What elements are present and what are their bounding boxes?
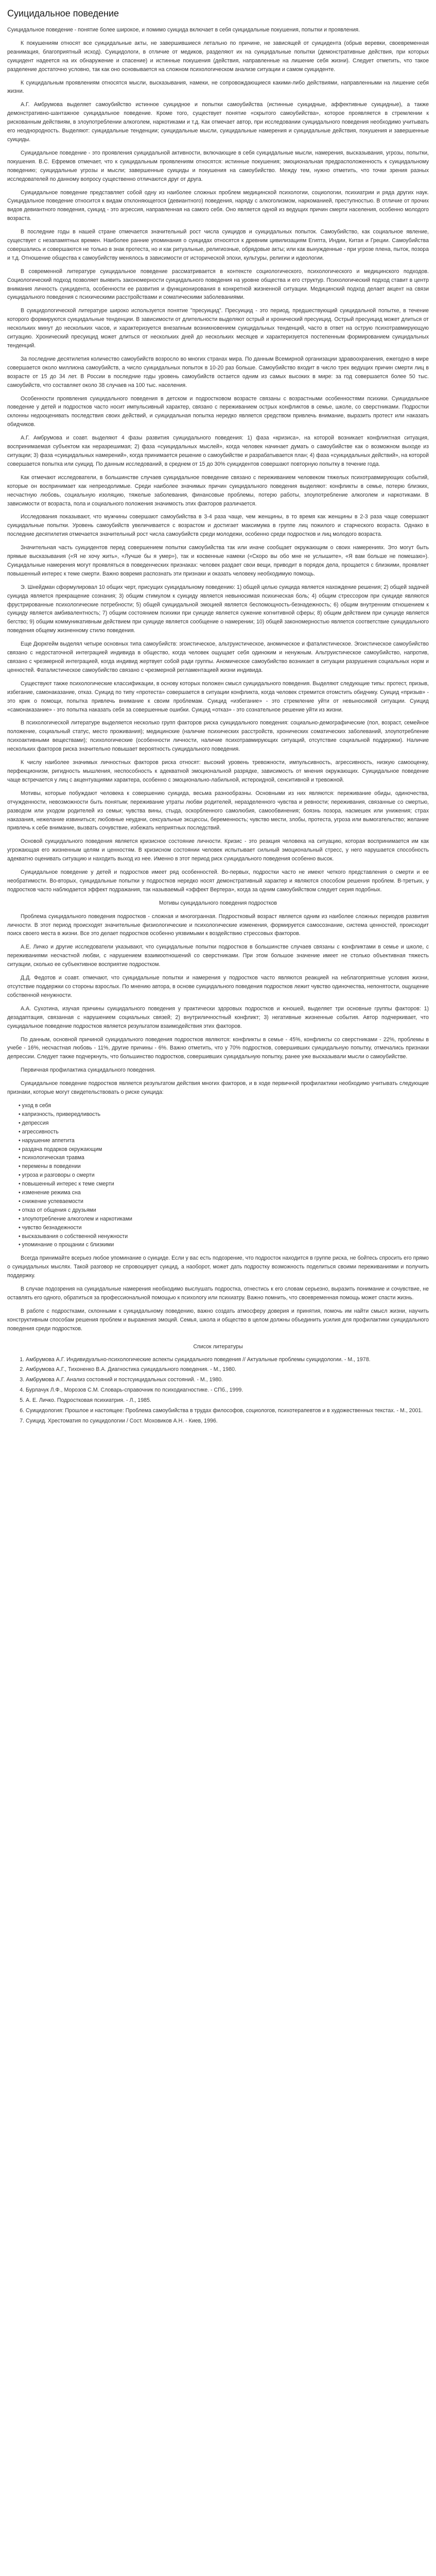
article-paragraph: Д.Д. Федотов и соавт. отмечают, что суицидальные попытки и намерения у подростков часто являются реакцией на неблагоприятные условия жизни, отсутствие поддержки со стороны взрослых. По мнению автора, в основе суицидального поведения подростков лежит чувство одиночества, непонятости, ощущение собственной ненужности. (7, 975, 429, 998)
references-title: Список литературы (193, 1343, 243, 1350)
article-paragraph: К числу наиболее значимых личностных факторов риска относят: высокий уровень тревожности, импульсивность, агрессивность, низкую самооценку, перфекционизм, ригидность мышления, неспособность к адекватной эмоциональной разрядке, зависимость от мнения окружающих. Суицидальное поведение чаще встречается у лиц с акцентуациями характера, особенно с эмоционально-лабильной, истероидной, сенситивной и тревожной. (7, 759, 429, 783)
article-paragraph: Исследования показывают, что мужчины совершают самоубийства в 3-4 раза чаще, чем женщины, в то время как женщины в 2-3 раза чаще совершают суицидальные попытки. Уровень самоубийств увеличивается с возрастом и достигает максимума в группе лиц пожилого и старческого возраста. Однако в последние десятилетия отмечается значительный рост числа самоубийств среди молодежи, особенно среди подростков и лиц молодого возраста. (7, 514, 429, 538)
article-paragraph: Суицидальное поведение представляет собой одну из наиболее сложных проблем медицинской психологии, социологии, психиатрии и ряда других наук. Суицидальное поведение относится к видам отклоняющегося (девиантного) поведения, наряду с алкоголизмом, наркоманией, преступностью. В отличие от прочих видов девиантного поведения, суицид - это агрессия, направленная на самого себя. Оно является одной из ведущих причин смерти населения, особенно молодого возраста. (7, 189, 429, 222)
article-paragraph: Всегда принимайте всерьез любое упоминание о суициде. Если у вас есть подозрение, что подросток находится в группе риска, не бойтесь спросить его прямо о суицидальных мыслях. Такой разговор не спровоцирует суицид, а наоборот, может дать подростку возможность поделиться своими переживаниями и получить поддержку. (7, 1255, 429, 1279)
article-paragraph: По данным, основной причиной суицидального поведения подростков являются: конфликты в семье - 45%, конфликты со сверстниками - 22%, проблемы в учебе - 16%, несчастная любовь - 11%, другие причины - 6%. Важно отметить, что у 70% подростков, совершивших суицидальную попытку, отмечались признаки депрессии. Следует также подчеркнуть, что большинство подростков, совершивших суицидальную попытку, ранее уже высказывали мысли о самоубийстве. (7, 1036, 429, 1060)
article-paragraph: Суицидальное поведение - это проявления суицидальной активности, включающие в себя суицидальные мысли, намерения, высказывания, угрозы, попытки, покушения. В.С. Ефремов отмечает, что к суицидальным проявлениям относятся: истинные покушения; эмоциональная предрасположенность к суицидальному поведению; суицидальные угрозы и мысли; завершенные суициды и покушения на самоубийство. Между тем, нужно отметить, что точки зрения разных исследователей по данному вопросу существенно отличаются друг от друга. (7, 149, 429, 182)
list-item: • раздача подарков окружающим (19, 1145, 429, 1154)
article-paragraph: В случае подозрения на суицидальные намерения необходимо выслушать подростка, отнестись к его словам серьезно, выразить понимание и сочувствие, не оставлять его одного, обратиться за профессиональной помощью к психологу или психиатру. Важно помнить, что своевременная помощь может спасти жизнь. (7, 1286, 429, 1301)
article-paragraph: К суицидальным проявлениям относятся мысли, высказывания, намеки, не сопровождающиеся какими-либо действиями, направленными на лишение себя жизни. (7, 79, 429, 95)
article-paragraph: Суицидальное поведение - понятие более широкое, и помимо суицида включает в себя суицидальные покушения, попытки и проявления. (7, 27, 360, 33)
article-paragraph: Мотивы суицидального поведения подростков (159, 900, 277, 906)
list-item: • отказ от общения с друзьями (19, 1206, 429, 1215)
list-item: • снижение успеваемости (19, 1197, 429, 1206)
reference-item: 3. Амбрумова А.Г. Анализ состояний и постсуицидальных состояний. - М., 1980. (26, 1376, 429, 1384)
article-paragraph: Мотивы, которые побуждают человека к совершению суицида, весьма разнообразны. Основными из них являются: переживание обиды, одиночества, отчужденности, невозможности быть понятым; переживание утраты любви родителей, неразделенного чувства и ревности; переживания, связанные со смертью, разводом или уходом родителей из семьи; чувства вины, стыда, оскорбленного самолюбия, самообвинения; боязнь позора, насмешек или унижения; страх наказания, нежелание извиниться; любовные неудачи, сексуальные эксцессы, беременность; чувство мести, злобы, протеста, угроза или вымогательство; желание привлечь к себе внимание, вызвать сочувствие, избежать неприятных последствий. (7, 790, 429, 832)
list-item: • упоминание о прощании с близкими (19, 1241, 429, 1249)
article-paragraph: В суицидологической литературе широко используется понятие "пресуицид". Пресуицид - это период, предшествующий суицидальной попытке, в течение которого формируются суицидальные тенденции. В зависимости от длительности выделяют острый и хронический пресуицид. Острый пресуицид может длиться от нескольких минут до нескольких часов, и характеризуется внезапным возникновением суицидальных тенденций, часто в ответ на острую психотравмирующую ситуацию. Хронический пресуицид может длиться от нескольких дней до нескольких месяцев и характеризуется постепенным формированием суицидальных тенденций. (7, 308, 429, 349)
article-paragraph: Проблема суицидального поведения подростков - сложная и многогранная. Подростковый возраст является одним из наиболее сложных периодов развития личности. В этот период происходят значительные физиологические и психологические изменения, формируется самосознание, система ценностей, происходит поиск своего места в жизни. Все это делает подростков особенно уязвимыми к воздействию стрессовых факторов. (7, 913, 429, 937)
reference-item: 5. А. Е. Личко. Подростковая психиатрия. - Л., 1985. (26, 1396, 429, 1405)
list-item: • психологическая травма (19, 1154, 429, 1162)
references-section (7, 1343, 429, 1426)
reference-item: 7. Суицид. Хрестоматия по суицидологии / Сост. Моховиков А.Н. - Киев, 1996. (26, 1417, 429, 1426)
article-paragraph: За последние десятилетия количество самоубийств возросло во многих странах мира. По данным Всемирной организации здравоохранения, ежегодно в мире совершается около миллиона самоубийств, а число суицидальных попыток в 10-20 раз больше. Самоубийство входит в число трех ведущих причин смерти лиц в возрасте от 15 до 34 лет. В России в последние годы уровень самоубийств остается одним из самых высоких в мире: за год совершается более 50 тыс. самоубийств, что составляет около 38 случаев на 100 тыс. населения. (7, 355, 429, 388)
risk-signs-list (7, 1101, 429, 1249)
list-item: • высказывания о собственной ненужности (19, 1232, 429, 1241)
list-item: • нарушение аппетита (19, 1137, 429, 1145)
article-paragraph: А.Г. Амбрумова выделяет самоубийство истинное суицидное и попытки самоубийства (истинные суицидные, аффективные суицидные), а также демонстративно-шантажное суицидальное поведение. Кроме того, существует понятие «скрытого самоубийства», которое проявляется в стремлении к рискованным действиям, в злоупотреблении алкоголем, наркотиками и т.д. Как отмечает автор, при исследовании суицидального поведения необходимо учитывать его неоднородность. Выделяют: суицидальные тенденции; суицидальные мысли, суицидальные намерения и суицидальные действия, покушения и завершенные суициды. (7, 101, 429, 143)
list-item: • угроза и разговоры о смерти (19, 1171, 429, 1180)
list-item: • злоупотребление алкоголем и наркотиками (19, 1215, 429, 1224)
article-body (7, 26, 429, 1333)
article-paragraph: В последние годы в нашей стране отмечается значительный рост числа суицидов и суицидальных попыток. Самоубийство, как социальное явление, существует с незапамятных времен. Наиболее ранние упоминания о суицидах относятся к древним цивилизациям Египта, Индии, Китая и Греции. Самоубийства совершались и совершаются не только в знак протеста, но и как ритуальные, религиозные, обрядовые акты; или как вынужденные - при угрозе плена, пыток, позора и т.д. Отношение общества к самоубийству менялось в зависимости от исторической эпохи, культуры, религии и идеологии. (7, 229, 429, 261)
reference-item: 6. Суицидология: Прошлое и настоящее: Проблема самоубийства в трудах философов, социологов, психотерапевтов и в художественных текстах. - М., 2001. (26, 1406, 429, 1415)
list-item: • повышенный интерес к теме смерти (19, 1180, 429, 1189)
reference-item: 4. Бурлачук Л.Ф., Морозов С.М. Словарь-справочник по психодиагностике. - СПб., 1999. (26, 1386, 429, 1395)
reference-item: 2. Амбрумова А.Г., Тихоненко В.А. Диагностика суицидального поведения. - М., 1980. (26, 1365, 429, 1374)
list-item: • агрессивность (19, 1128, 429, 1137)
references-list (7, 1355, 429, 1426)
list-item: • депрессия (19, 1119, 429, 1128)
reference-item: 1. Амбрумова А.Г. Индивидуально-психологические аспекты суицидального поведения // Актуальные проблемы суицидологии. - М., 1978. (26, 1355, 429, 1364)
article-paragraph: Суицидальное поведение подростков является результатом действия многих факторов, и в ходе первичной профилактики необходимо учитывать следующие признаки, которые могут свидетельствовать о риске суицида: (7, 1080, 429, 1096)
article-paragraph: В работе с подростками, склонными к суицидальному поведению, важно создать атмосферу доверия и принятия, помочь им найти смысл жизни, научить конструктивным способам решения проблем и выражения эмоций. Семья, школа и общество в целом должны объединить усилия для профилактики суицидального поведения среди подростков. (7, 1308, 429, 1332)
list-item: • изменение режима сна (19, 1189, 429, 1197)
article-paragraph: А.А. Сухотина, изучая причины суицидального поведения у практически здоровых подростков и юношей, выделяет три основные группы факторов: 1) дезадаптация, связанная с нарушением социальных связей; 2) внутриличностный конфликт; 3) негативные жизненные события. Автор подчеркивает, что суицидальное поведение подростков является результатом взаимодействия этих факторов. (7, 1005, 429, 1029)
list-item: • уход в себя (19, 1101, 429, 1110)
article-paragraph: А.Г. Амбрумова и соавт. выделяют 4 фазы развития суицидального поведения: 1) фаза «кризиса», на которой возникает конфликтная ситуация, воспринимаемая субъектом как неразрешимая; 2) фаза «суицидальных мыслей», когда человек начинает думать о самоубийстве как о возможном выходе из ситуации; 3) фаза «суицидальных намерений», когда принимается решение о самоубийстве и разрабатывается план; 4) фаза «суицидальных действий», на которой совершается попытка или суицид. По данным исследований, в среднем от 15 до 30% суицидентов совершают повторную попытку в течение года. (7, 435, 429, 467)
article-paragraph: В психологической литературе выделяется несколько групп факторов риска суицидального поведения: социально-демографические (пол, возраст, семейное положение, социальный статус, место проживания); медицинские (наличие психических расстройств, хронических соматических заболеваний, злоупотребление психоактивными веществами); психологические (особенности личности, наличие психотравмирующих ситуаций, отсутствие социальной поддержки). Наличие нескольких факторов риска значительно повышает вероятность суицидального поведения. (7, 720, 429, 753)
article-paragraph: К покушениям относят все суицидальные акты, не завершившиеся летально по причине, не зависящей от суицидента (обрыв веревки, своевременная реанимация, благоприятный исход). Суицидологи, в отличие от медиков, разделяют их на суицидальные попытки (демонстративные действия, при которых суицидент надеется на их обнаружение и спасение) и истинные покушения (действия, направленные на лишение себя жизни). Следует отметить, что такое разделение достаточно условно, так как оно основывается на сложном психологическом анализе ситуации и самом суициденте. (7, 40, 429, 73)
article-paragraph: Суицидальное поведение у детей и подростков имеет ряд особенностей. Во-первых, подростки часто не имеют четкого представления о смерти и ее необратимости. Во-вторых, суицидальные попытки у подростков нередко носят демонстративный характер и являются способом решения проблем. В-третьих, у подростков часто наблюдается эффект подражания, так называемый «эффект Вертера», когда за одним самоубийством следует серия подобных. (7, 869, 429, 893)
article-paragraph: Основой суицидального поведения является кризисное состояние личности. Кризис - это реакция человека на ситуацию, которая воспринимается им как угрожающая его жизненным целям и ценностям. В кризисном состоянии человек испытывает сильный эмоциональный стресс, у него нарушается способность адекватно оценивать ситуацию и находить выход из нее. Именно в этот период риск суицидального поведения особенно высок. (7, 838, 429, 862)
article-paragraph: Существуют также психологические классификации, в основу которых положен смысл суицидального поведения. Выделяют следующие типы: протест, призыв, избегание, самонаказание, отказ. Суицид по типу «протеста» совершается в ситуации конфликта, когда человек стремится отомстить обидчику. Суицид «призыв» - это крик о помощи, попытка привлечь внимание к своим проблемам. Суицид «избегание» - это стремление уйти от невыносимой ситуации. Суицид «самонаказание» - это попытка наказать себя за совершенные ошибки. Суицид «отказ» - это сознательное решение уйти из жизни. (7, 680, 429, 713)
article-paragraph: Еще Дюркгейм выделял четыре основных типа самоубийств: эгоистическое, альтруистическое, аномическое и фаталистическое. Эгоистическое самоубийство связано с недостаточной интеграцией индивида в общество, когда человек ощущает себя одиноким и ненужным. Альтруистическое самоубийство, напротив, связано с чрезмерной интеграцией, когда индивид жертвует собой ради группы. Аномическое самоубийство возникает в ситуации разрушения социальных норм и ценностей. Фаталистическое самоубийство связано с чрезмерной регламентацией жизни индивида. (7, 641, 429, 673)
article-title: Суицидальное поведение (7, 8, 119, 19)
article-paragraph: Э. Шнейдман сформулировал 10 общих черт, присущих суицидальному поведению: 1) общей целью суицида является нахождение решения; 2) общей задачей суицида является прекращение сознания; 3) общим стимулом к суициду является невыносимая психическая боль; 4) общим стрессором при суициде являются фрустрированные психологические потребности; 5) общей суицидальной эмоцией является беспомощность-безнадежность; 6) общим внутренним отношением к суициду является амбивалентность; 7) общим состоянием психики при суициде является сужение когнитивной сферы; 8) общим действием при суициде является бегство; 9) общим коммуникативным действием при суициде является сообщение о намерении; 10) общей закономерностью является соответствие суицидального поведения общему жизненному стилю поведения. (7, 584, 429, 634)
article-paragraph: Значительная часть суицидентов перед совершением попытки самоубийства так или иначе сообщает окружающим о своих намерениях. Это могут быть прямые высказывания («Я не хочу жить», «Лучше бы я умер»), так и косвенные намеки («Скоро вы обо мне не услышите», «Я вам больше не помешаю»). Суицидальные намерения могут проявляться в поведенческих признаках: человек раздает свои вещи, приводит в порядок дела, прощается с близкими, проявляет повышенный интерес к теме смерти. Важно вовремя распознать эти признаки и оказать человеку необходимую помощь. (7, 545, 429, 577)
list-item: • перемены в поведении (19, 1162, 429, 1171)
article-paragraph: Первичная профилактика суицидального поведения. (21, 1067, 156, 1074)
list-item: • капризность, привередливость (19, 1110, 429, 1119)
list-item: • чувство безнадежности (19, 1224, 429, 1232)
article-paragraph: А.Е. Личко и другие исследователи указывают, что суицидальные попытки подростков в большинстве случаев связаны с конфликтами в семье и школе, с переживаниями несчастной любви, с нарушением взаимоотношений со сверстниками. При этом большое значение имеет не столько объективная тяжесть ситуации, сколько ее субъективное восприятие подростком. (7, 944, 429, 968)
article-paragraph: В современной литературе суицидальное поведение рассматривается в контексте социологического, психологического и медицинского подходов. Социологический подход позволяет выявить закономерности суицидального поведения на уровне общества и его структур. Психологический подход ставит в центр внимания личность суицидента, особенности ее развития и функционирования в конкретной жизненной ситуации. Медицинский подход делает акцент на связи суицидального поведения с психическими расстройствами и соматическими заболеваниями. (7, 268, 429, 301)
article-paragraph: Как отмечают исследователи, в большинстве случаев суицидальное поведение связано с переживанием человеком тяжелых психотравмирующих событий, которые он воспринимает как непреодолимые. Среди наиболее значимых причин суицидального поведения выделяют: конфликты в семье, потерю близких, несчастную любовь, социальную изоляцию, тяжелые заболевания, финансовые проблемы, потерю работы, злоупотребление алкоголем и наркотиками. В зависимости от возраста, пола и социального положения значимость этих факторов различается. (7, 474, 429, 507)
article-paragraph: Особенности проявления суицидального поведения в детском и подростковом возрасте связаны с возрастными особенностями психики. Суицидальное поведение у детей и подростков часто носит импульсивный характер, связано с переживанием острых конфликтов в семье, школе, со сверстниками. Подростки склонны недооценивать последствия своих действий, и суицидальная попытка нередко является средством привлечь внимание, выразить протест или наказать обидчиков. (7, 395, 429, 428)
